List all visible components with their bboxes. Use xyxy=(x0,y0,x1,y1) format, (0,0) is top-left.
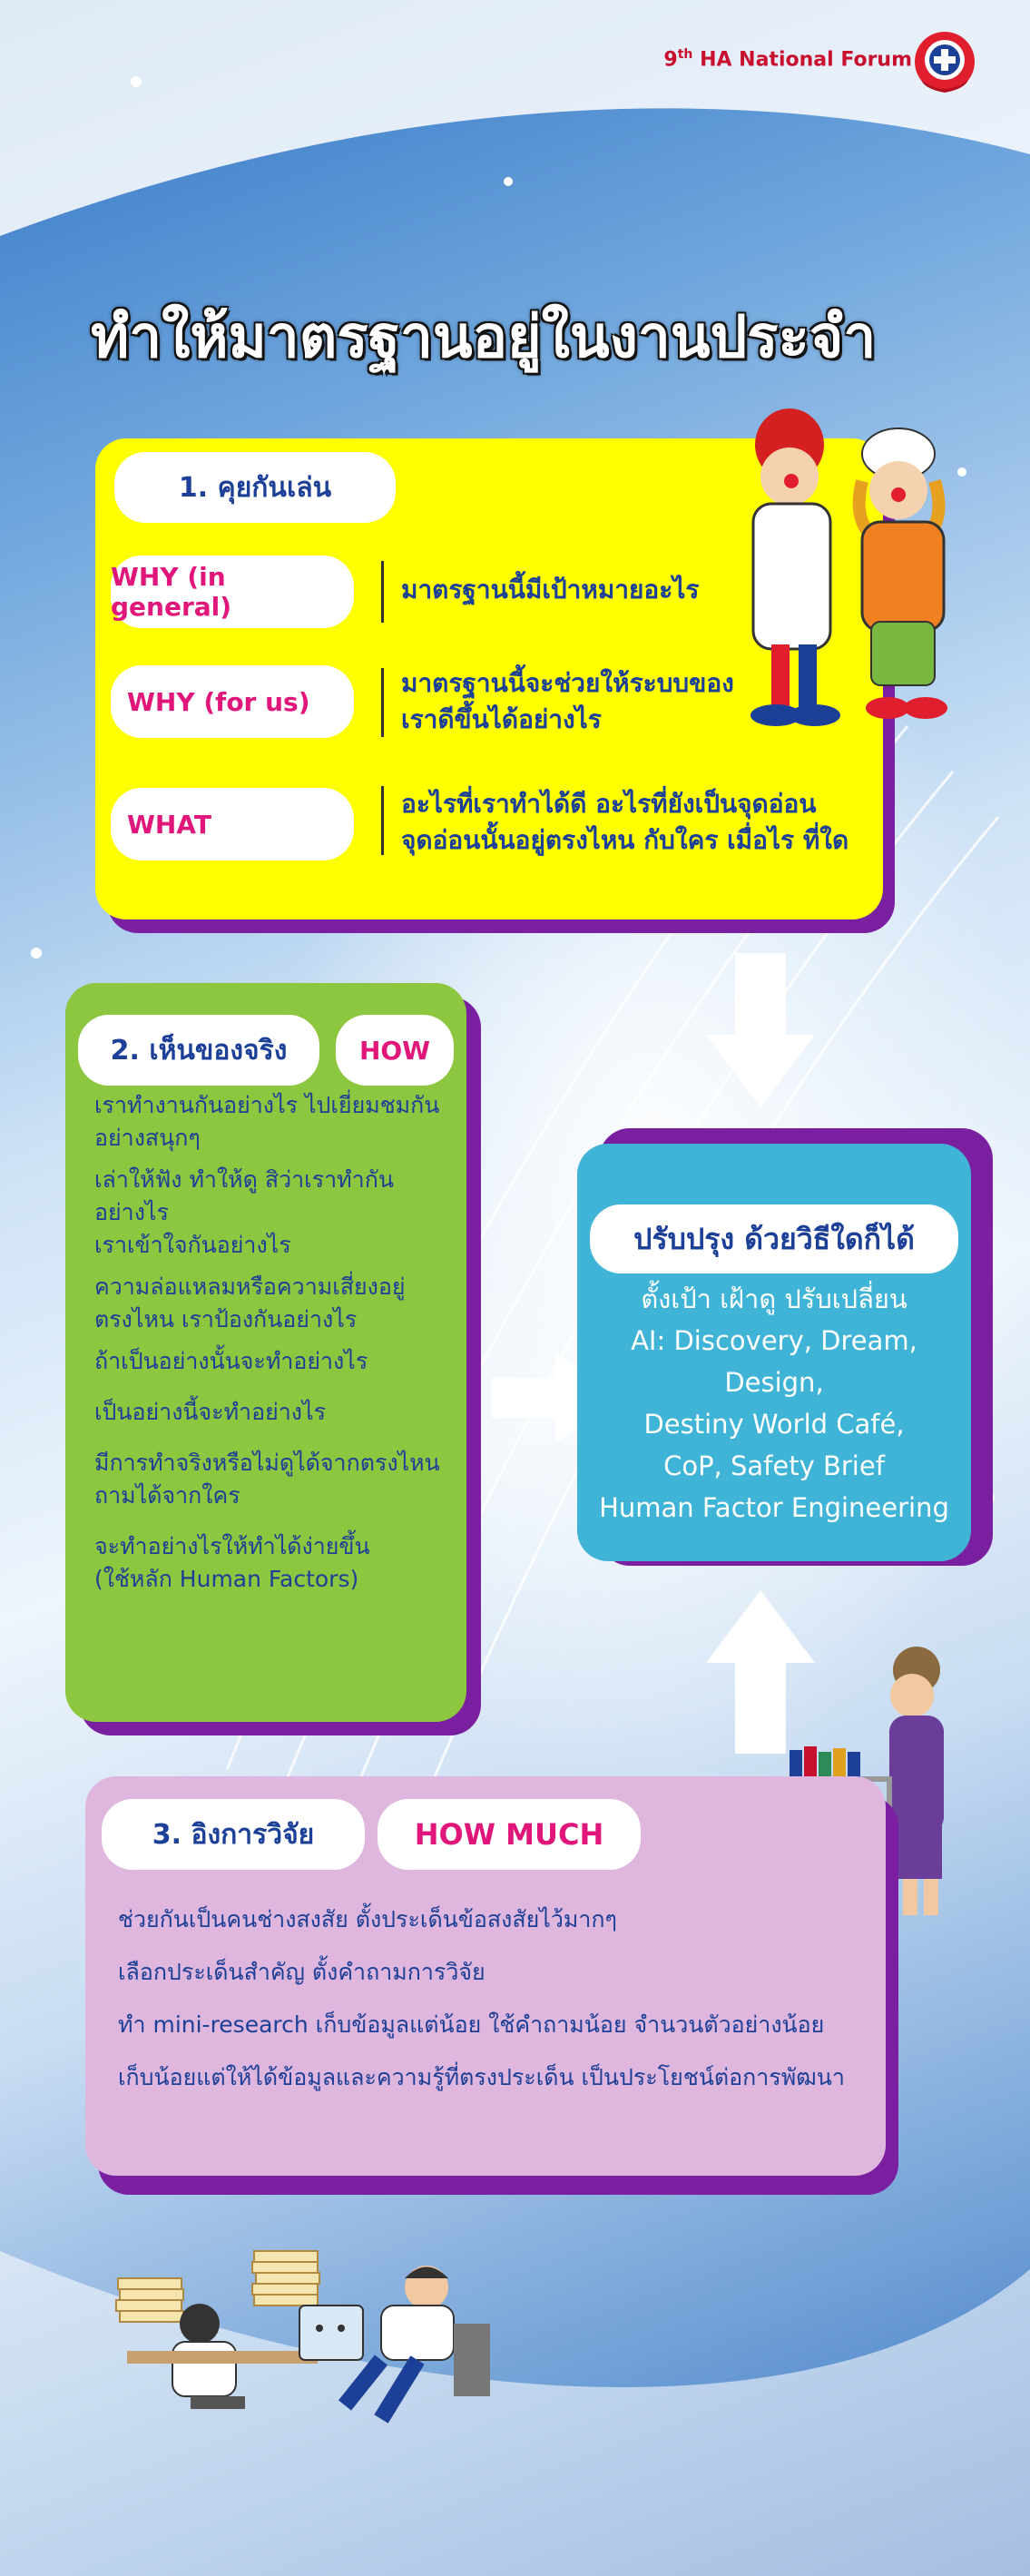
section3-heading: 3. อิงการวิจัย xyxy=(102,1799,365,1870)
what-text: อะไรที่เราทำได้ดี อะไรที่ยังเป็นจุดอ่อน จุดอ่อนนั้นอยู่ตรงไหน กับใคร เมื่อไร ที่ใด xyxy=(401,789,849,855)
list-item: เราทำงานกันอย่างไร ไปเยี่ยมชมกัน อย่างสนุกๆ xyxy=(94,1092,440,1151)
why-for-us-text: มาตรฐานนี้จะช่วยให้ระบบของ เราดีขึ้นได้อย่างไร xyxy=(401,668,734,734)
page-title: ทำให้มาตรฐานอยู่ในงานประจำ xyxy=(91,304,877,371)
list-item: เป็นอย่างนี้จะทำอย่างไร xyxy=(94,1399,327,1425)
ha-logo-icon xyxy=(912,29,977,94)
section2-list xyxy=(94,1089,457,1596)
list-item: ความล่อแหลมหรือความเสี่ยงอยู่ ตรงไหน เราป้องกันอย่างไร xyxy=(94,1273,406,1332)
list-item: ถ้าเป็นอย่างนั้นจะทำอย่างไร xyxy=(94,1348,368,1374)
list-item: จะทำอย่างไรให้ทำได้ง่ายขึ้น (ใช้หลัก Human Factors) xyxy=(94,1533,370,1592)
section2-heading: 2. เห็นของจริง xyxy=(78,1015,319,1086)
list-item: ช่วยกันเป็นคนช่างสงสัย ตั้งประเด็นข้อสงสัยไว้มากๆ xyxy=(118,1906,617,1932)
divider xyxy=(381,561,384,623)
list-item: มีการทำจริงหรือไม่ดูได้จากตรงไหน ถามได้จากใคร xyxy=(94,1450,440,1509)
what-label: WHAT xyxy=(111,788,354,860)
office-workers-icon xyxy=(109,2215,508,2442)
list-item: ทำ mini-research เก็บข้อมูลแต่น้อย ใช้คำถามน้อย จำนวนตัวอย่างน้อย xyxy=(118,2011,825,2038)
divider xyxy=(381,786,384,855)
why-general-text: มาตรฐานนี้มีเป้าหมายอะไร xyxy=(401,575,700,605)
divider xyxy=(381,668,384,737)
why-general-label: WHY (in general) xyxy=(111,556,354,628)
list-item: เลือกประเด็นสำคัญ ตั้งคำถามการวิจัย xyxy=(118,1959,486,1985)
list-item: เล่าให้ฟัง ทำให้ดู สิว่าเราทำกันอย่างไร เราเข้าใจกันอย่างไร xyxy=(94,1166,394,1258)
forum-title: 9th HA National Forum xyxy=(663,47,912,72)
list-item: เก็บน้อยแต่ให้ได้ข้อมูลและความรู้ที่ตรงประเด็น เป็นประโยชน์ต่อการพัฒนา xyxy=(118,2064,845,2090)
how-badge: HOW xyxy=(336,1015,454,1086)
center-text: ตั้งเป้า เฝ้าดู ปรับเปลี่ยน AI: Discovery, Dream, Design, Destiny World Café, CoP, Safety Brief Human Factor Engineering xyxy=(599,1283,949,1523)
center-heading: ปรับปรุง ด้วยวิธีใดก็ได้ xyxy=(590,1204,958,1273)
section1-heading: 1. คุยกันเล่น xyxy=(114,452,396,523)
arrow-down-icon xyxy=(706,953,815,1107)
clowns-icon xyxy=(735,399,971,744)
why-for-us-label: WHY (for us) xyxy=(111,665,354,738)
how-much-badge: HOW MUCH xyxy=(378,1799,641,1870)
section3-list xyxy=(118,1904,845,2093)
